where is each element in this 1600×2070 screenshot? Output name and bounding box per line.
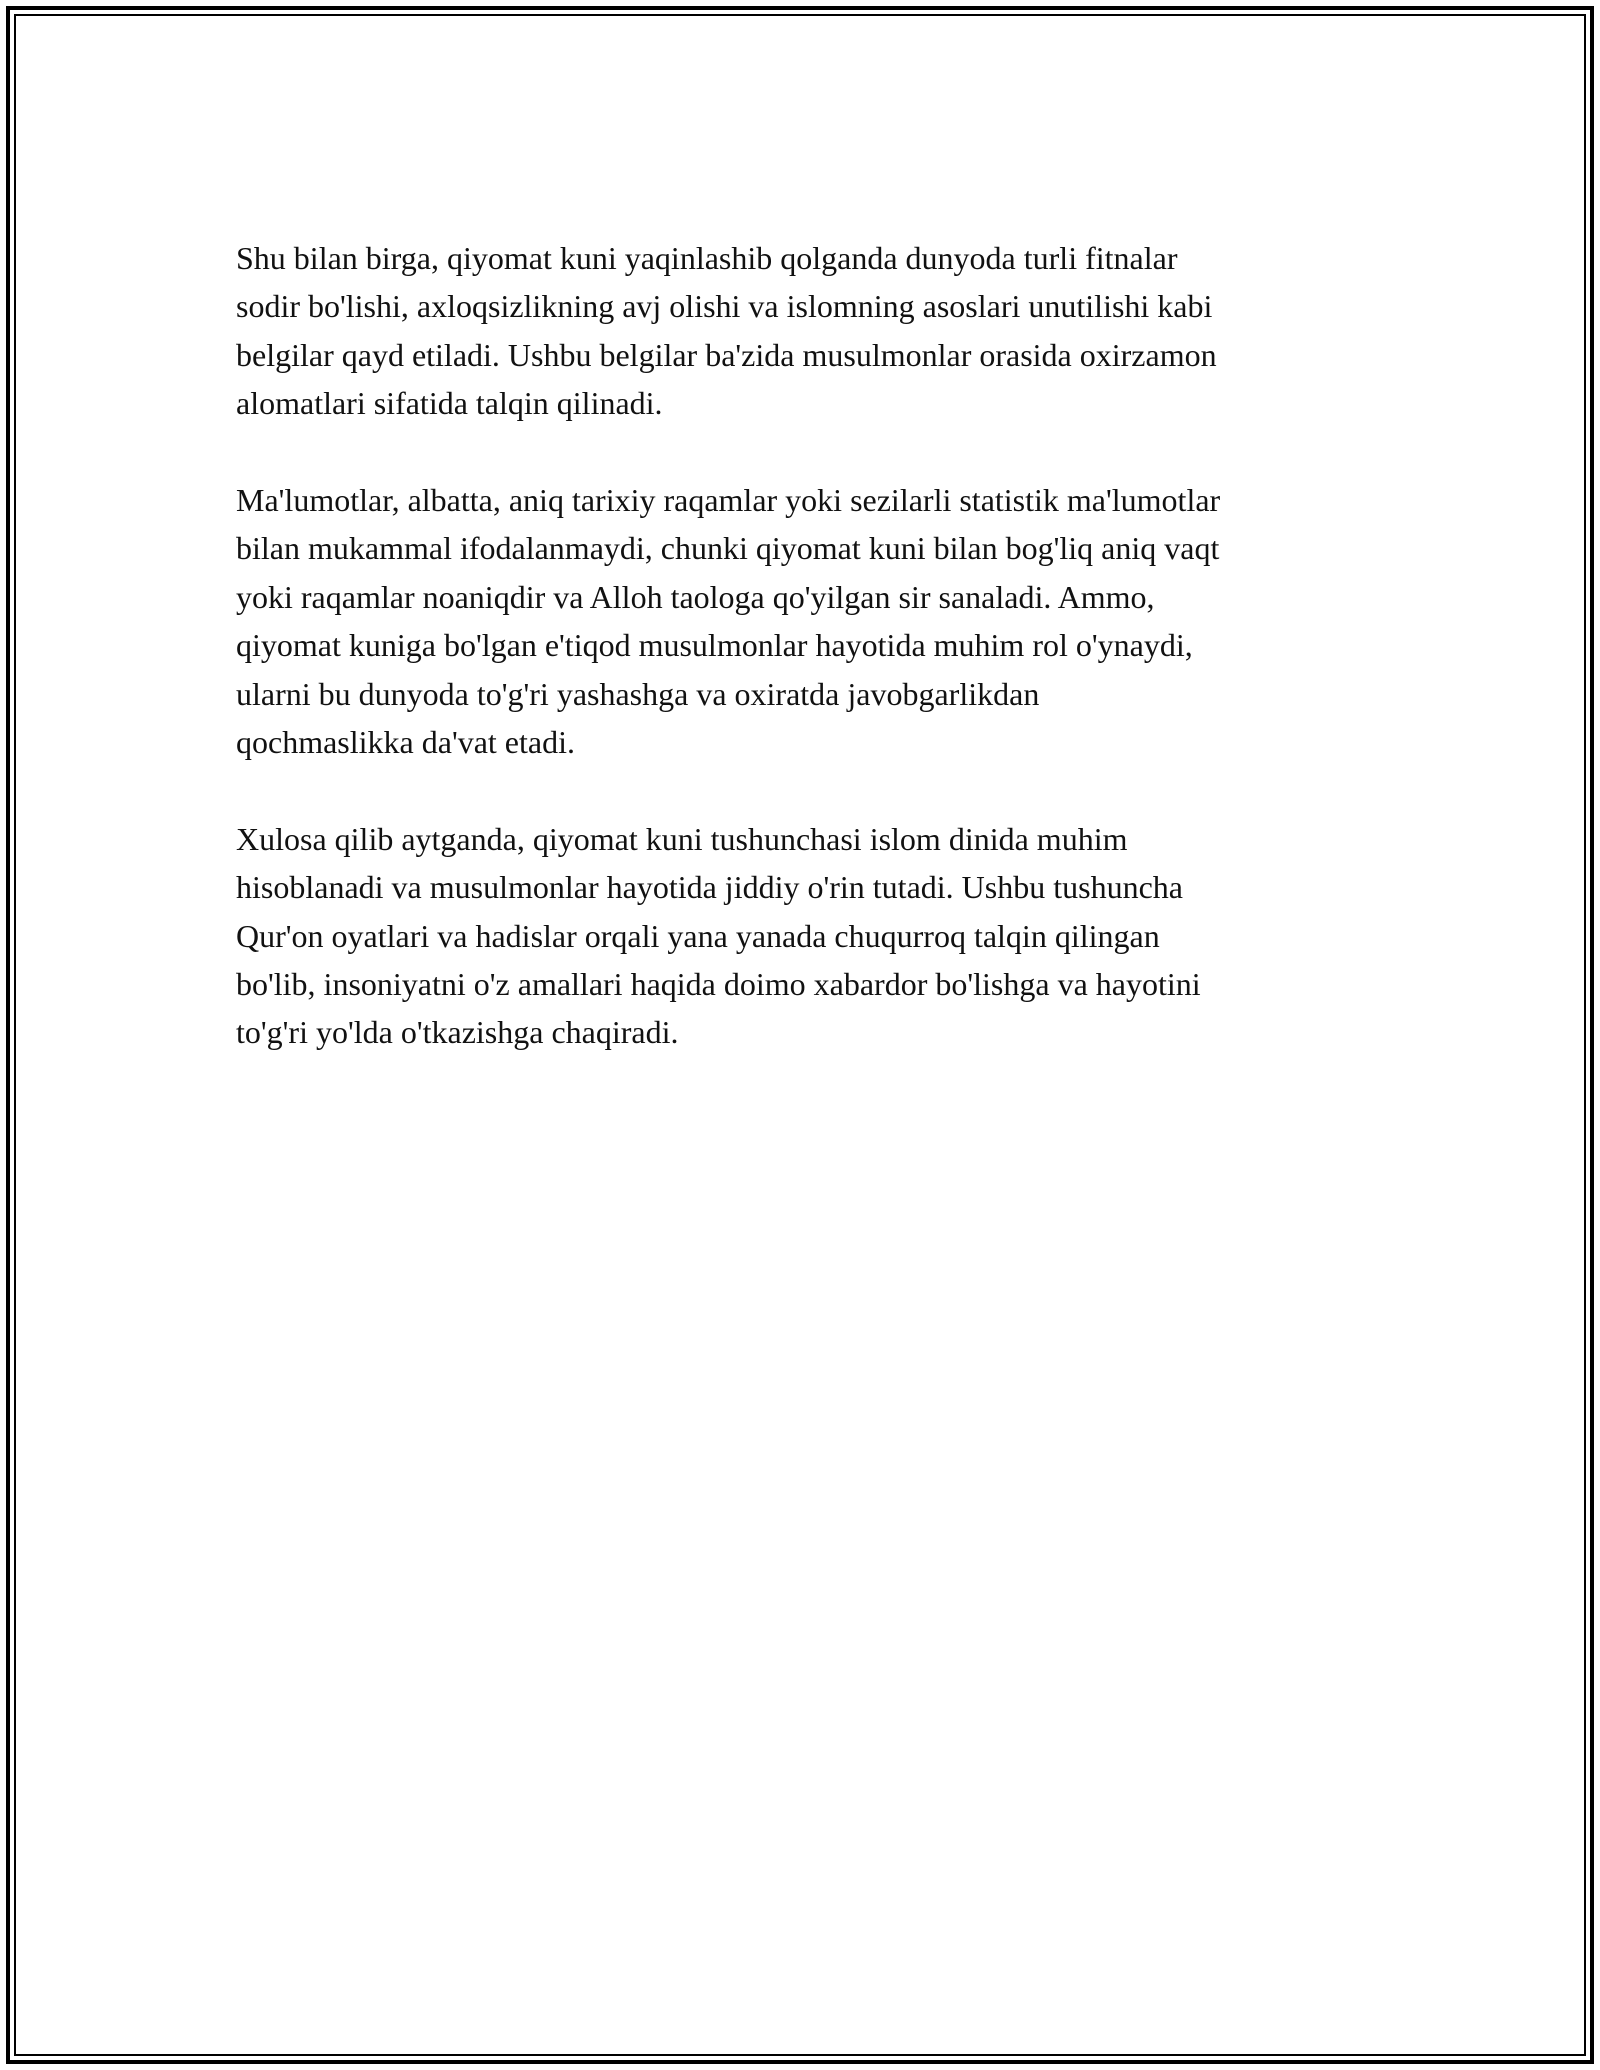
paragraph-line: qiyomat kuniga bo'lgan e'tiqod musulmonlar hayotida muhim rol o'ynaydi, [236,627,1193,664]
document-body [236,234,1376,1105]
paragraph-1 [236,234,1376,428]
paragraph-line: alomatlari sifatida talqin qilinadi. [236,385,663,422]
paragraph-line: Shu bilan birga, qiyomat kuni yaqinlashib qolganda dunyoda turli fitnalar [236,240,1178,276]
paragraph-line: Qur'on oyatlari va hadislar orqali yana yanada chuqurroq talqin qilingan [236,917,1160,954]
paragraph-line: ularni bu dunyoda to'g'ri yashashga va oxiratda javobgarlikdan [236,675,1040,712]
paragraph-line: hisoblanadi va musulmonlar hayotida jiddiy o'rin tutadi. Ushbu tushuncha [236,869,1183,906]
paragraph-line: belgilar qayd etiladi. Ushbu belgilar ba'zida musulmonlar orasida oxirzamon [236,336,1217,373]
paragraph-line: qochmaslikka da'vat etadi. [236,724,575,761]
paragraph-line: Ma'lumotlar, albatta, aniq tarixiy raqamlar yoki sezilarli statistik ma'lumotlar [236,482,1221,519]
paragraph-line: Xulosa qilib aytganda, qiyomat kuni tushunchasi islom dinida muhim [236,820,1128,857]
paragraph-line: bilan mukammal ifodalanmaydi, chunki qiyomat kuni bilan bog'liq aniq vaqt [236,530,1220,567]
paragraph-line: sodir bo'lishi, axloqsizlikning avj olishi va islomning asoslari unutilishi kabi [236,288,1213,325]
paragraph-3 [236,815,1376,1057]
paragraph-2 [236,476,1376,766]
paragraph-line: yoki raqamlar noaniqdir va Alloh taologa qo'yilgan sir sanaladi. Ammo, [236,578,1155,615]
paragraph-line: to'g'ri yo'lda o'tkazishga chaqiradi. [236,1014,679,1051]
paragraph-line: bo'lib, insoniyatni o'z amallari haqida doimo xabardor bo'lishga va hayotini [236,966,1201,1003]
